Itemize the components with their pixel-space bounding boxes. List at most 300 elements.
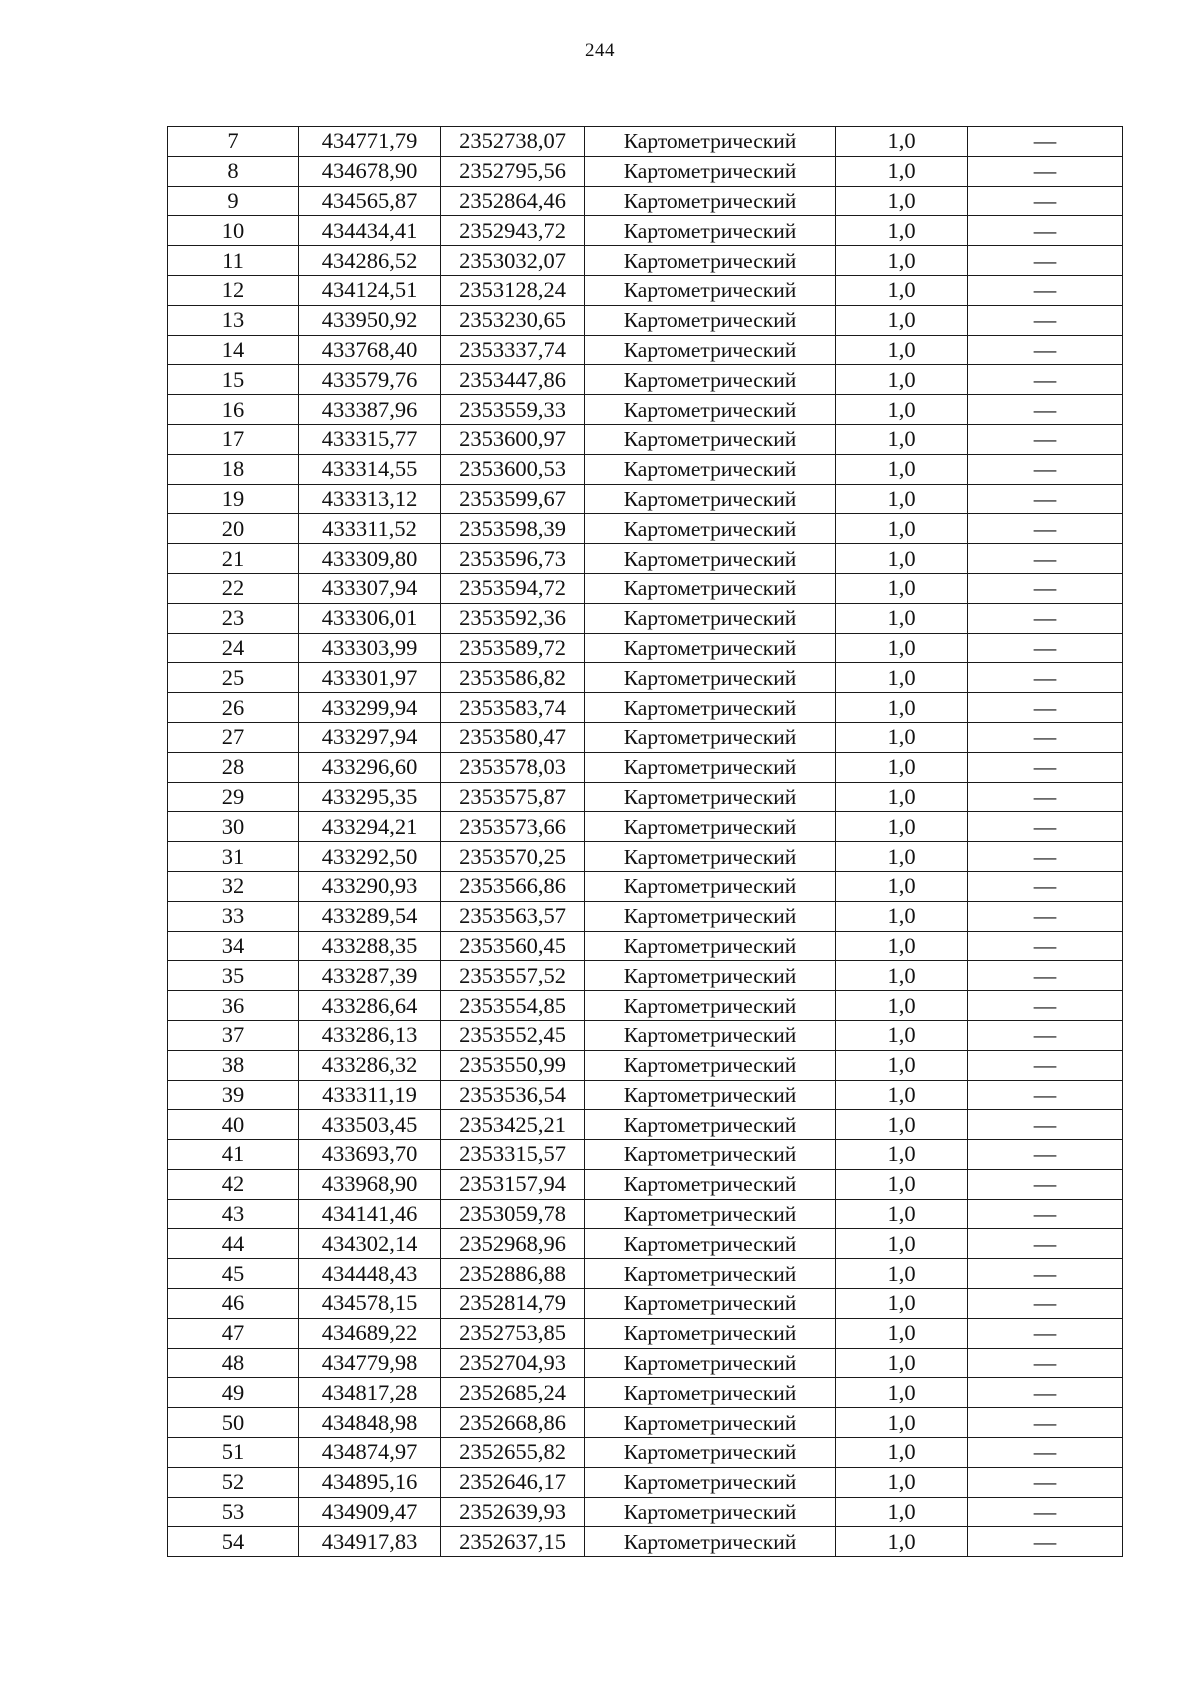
coord-x-cell: 434689,22 xyxy=(299,1318,441,1348)
method-cell: Картометрический xyxy=(585,1020,836,1050)
table-row xyxy=(168,663,1123,693)
coord-x-cell: 433768,40 xyxy=(299,335,441,365)
coord-x-cell: 433297,94 xyxy=(299,722,441,752)
point-number-cell: 53 xyxy=(168,1497,299,1527)
note-cell: — xyxy=(968,1378,1123,1408)
point-number-cell: 9 xyxy=(168,186,299,216)
coord-x-cell: 433309,80 xyxy=(299,544,441,574)
coord-y-cell: 2353337,74 xyxy=(441,335,585,365)
table-row xyxy=(168,1408,1123,1438)
note-cell: — xyxy=(968,782,1123,812)
table-body xyxy=(168,127,1123,1557)
table-row xyxy=(168,901,1123,931)
note-cell: — xyxy=(968,514,1123,544)
point-number-cell: 28 xyxy=(168,752,299,782)
coord-y-cell: 2353573,66 xyxy=(441,812,585,842)
method-cell: Картометрический xyxy=(585,1080,836,1110)
table-row xyxy=(168,961,1123,991)
accuracy-cell: 1,0 xyxy=(836,186,968,216)
note-cell: — xyxy=(968,1050,1123,1080)
point-number-cell: 22 xyxy=(168,573,299,603)
coord-x-cell: 434578,15 xyxy=(299,1289,441,1319)
point-number-cell: 49 xyxy=(168,1378,299,1408)
coord-y-cell: 2353425,21 xyxy=(441,1110,585,1140)
method-cell: Картометрический xyxy=(585,752,836,782)
coord-y-cell: 2352639,93 xyxy=(441,1497,585,1527)
coord-x-cell: 433287,39 xyxy=(299,961,441,991)
method-cell: Картометрический xyxy=(585,365,836,395)
method-cell: Картометрический xyxy=(585,484,836,514)
table-row xyxy=(168,782,1123,812)
table-row xyxy=(168,1497,1123,1527)
accuracy-cell: 1,0 xyxy=(836,1438,968,1468)
coord-y-cell: 2352943,72 xyxy=(441,216,585,246)
method-cell: Картометрический xyxy=(585,1229,836,1259)
coord-y-cell: 2353589,72 xyxy=(441,633,585,663)
note-cell: — xyxy=(968,931,1123,961)
point-number-cell: 25 xyxy=(168,663,299,693)
table-row xyxy=(168,424,1123,454)
coord-x-cell: 433306,01 xyxy=(299,603,441,633)
accuracy-cell: 1,0 xyxy=(836,544,968,574)
point-number-cell: 45 xyxy=(168,1259,299,1289)
coord-y-cell: 2353552,45 xyxy=(441,1020,585,1050)
accuracy-cell: 1,0 xyxy=(836,1169,968,1199)
method-cell: Картометрический xyxy=(585,1259,836,1289)
method-cell: Картометрический xyxy=(585,1378,836,1408)
point-number-cell: 21 xyxy=(168,544,299,574)
coord-y-cell: 2352704,93 xyxy=(441,1348,585,1378)
note-cell: — xyxy=(968,812,1123,842)
coord-y-cell: 2353230,65 xyxy=(441,305,585,335)
accuracy-cell: 1,0 xyxy=(836,1050,968,1080)
accuracy-cell: 1,0 xyxy=(836,812,968,842)
page-number: 244 xyxy=(585,40,615,61)
note-cell: — xyxy=(968,1318,1123,1348)
accuracy-cell: 1,0 xyxy=(836,1259,968,1289)
method-cell: Картометрический xyxy=(585,1050,836,1080)
note-cell: — xyxy=(968,1259,1123,1289)
method-cell: Картометрический xyxy=(585,782,836,812)
coord-y-cell: 2353580,47 xyxy=(441,722,585,752)
point-number-cell: 18 xyxy=(168,454,299,484)
note-cell: — xyxy=(968,693,1123,723)
point-number-cell: 43 xyxy=(168,1199,299,1229)
method-cell: Картометрический xyxy=(585,812,836,842)
method-cell: Картометрический xyxy=(585,305,836,335)
table-row xyxy=(168,1169,1123,1199)
note-cell: — xyxy=(968,1140,1123,1170)
method-cell: Картометрический xyxy=(585,871,836,901)
coord-x-cell: 433693,70 xyxy=(299,1140,441,1170)
accuracy-cell: 1,0 xyxy=(836,1080,968,1110)
accuracy-cell: 1,0 xyxy=(836,1318,968,1348)
note-cell: — xyxy=(968,216,1123,246)
table-row xyxy=(168,1467,1123,1497)
method-cell: Картометрический xyxy=(585,1110,836,1140)
note-cell: — xyxy=(968,484,1123,514)
method-cell: Картометрический xyxy=(585,991,836,1021)
note-cell: — xyxy=(968,1110,1123,1140)
accuracy-cell: 1,0 xyxy=(836,633,968,663)
point-number-cell: 40 xyxy=(168,1110,299,1140)
table-row xyxy=(168,484,1123,514)
method-cell: Картометрический xyxy=(585,1348,836,1378)
coord-y-cell: 2353563,57 xyxy=(441,901,585,931)
accuracy-cell: 1,0 xyxy=(836,1110,968,1140)
method-cell: Картометрический xyxy=(585,544,836,574)
coord-x-cell: 434917,83 xyxy=(299,1527,441,1557)
point-number-cell: 7 xyxy=(168,127,299,157)
point-number-cell: 51 xyxy=(168,1438,299,1468)
method-cell: Картометрический xyxy=(585,1318,836,1348)
coord-x-cell: 433289,54 xyxy=(299,901,441,931)
coord-y-cell: 2353566,86 xyxy=(441,871,585,901)
note-cell: — xyxy=(968,156,1123,186)
table-row xyxy=(168,1259,1123,1289)
coord-y-cell: 2353560,45 xyxy=(441,931,585,961)
coord-x-cell: 433311,52 xyxy=(299,514,441,544)
table-row xyxy=(168,1378,1123,1408)
method-cell: Картометрический xyxy=(585,1467,836,1497)
accuracy-cell: 1,0 xyxy=(836,1527,968,1557)
method-cell: Картометрический xyxy=(585,1140,836,1170)
coord-x-cell: 434124,51 xyxy=(299,275,441,305)
point-number-cell: 46 xyxy=(168,1289,299,1319)
accuracy-cell: 1,0 xyxy=(836,722,968,752)
method-cell: Картометрический xyxy=(585,127,836,157)
table-row xyxy=(168,573,1123,603)
table-row xyxy=(168,722,1123,752)
method-cell: Картометрический xyxy=(585,603,836,633)
accuracy-cell: 1,0 xyxy=(836,424,968,454)
note-cell: — xyxy=(968,961,1123,991)
coord-x-cell: 433290,93 xyxy=(299,871,441,901)
table-row xyxy=(168,1289,1123,1319)
coord-x-cell: 434565,87 xyxy=(299,186,441,216)
coord-x-cell: 433295,35 xyxy=(299,782,441,812)
table-row xyxy=(168,156,1123,186)
accuracy-cell: 1,0 xyxy=(836,127,968,157)
coord-x-cell: 433299,94 xyxy=(299,693,441,723)
note-cell: — xyxy=(968,1199,1123,1229)
method-cell: Картометрический xyxy=(585,1497,836,1527)
table-row xyxy=(168,871,1123,901)
accuracy-cell: 1,0 xyxy=(836,842,968,872)
note-cell: — xyxy=(968,1169,1123,1199)
coord-x-cell: 434434,41 xyxy=(299,216,441,246)
coord-y-cell: 2353554,85 xyxy=(441,991,585,1021)
coord-y-cell: 2352655,82 xyxy=(441,1438,585,1468)
note-cell: — xyxy=(968,1497,1123,1527)
note-cell: — xyxy=(968,842,1123,872)
coord-x-cell: 433292,50 xyxy=(299,842,441,872)
method-cell: Картометрический xyxy=(585,573,836,603)
table-row xyxy=(168,1438,1123,1468)
accuracy-cell: 1,0 xyxy=(836,156,968,186)
coord-x-cell: 434817,28 xyxy=(299,1378,441,1408)
accuracy-cell: 1,0 xyxy=(836,246,968,276)
method-cell: Картометрический xyxy=(585,1199,836,1229)
coord-x-cell: 433314,55 xyxy=(299,454,441,484)
coord-y-cell: 2352814,79 xyxy=(441,1289,585,1319)
coord-y-cell: 2353559,33 xyxy=(441,395,585,425)
accuracy-cell: 1,0 xyxy=(836,901,968,931)
table-row xyxy=(168,1050,1123,1080)
accuracy-cell: 1,0 xyxy=(836,275,968,305)
coord-y-cell: 2353586,82 xyxy=(441,663,585,693)
note-cell: — xyxy=(968,1229,1123,1259)
point-number-cell: 42 xyxy=(168,1169,299,1199)
coord-x-cell: 433307,94 xyxy=(299,573,441,603)
accuracy-cell: 1,0 xyxy=(836,1020,968,1050)
note-cell: — xyxy=(968,1080,1123,1110)
note-cell: — xyxy=(968,305,1123,335)
coord-y-cell: 2353598,39 xyxy=(441,514,585,544)
table-row xyxy=(168,1527,1123,1557)
accuracy-cell: 1,0 xyxy=(836,395,968,425)
method-cell: Картометрический xyxy=(585,335,836,365)
accuracy-cell: 1,0 xyxy=(836,1229,968,1259)
method-cell: Картометрический xyxy=(585,663,836,693)
point-number-cell: 16 xyxy=(168,395,299,425)
coord-y-cell: 2353578,03 xyxy=(441,752,585,782)
accuracy-cell: 1,0 xyxy=(836,1199,968,1229)
coord-y-cell: 2352668,86 xyxy=(441,1408,585,1438)
coord-x-cell: 434302,14 xyxy=(299,1229,441,1259)
accuracy-cell: 1,0 xyxy=(836,1467,968,1497)
coord-x-cell: 433303,99 xyxy=(299,633,441,663)
coord-x-cell: 433968,90 xyxy=(299,1169,441,1199)
coord-x-cell: 434779,98 xyxy=(299,1348,441,1378)
coord-y-cell: 2353032,07 xyxy=(441,246,585,276)
note-cell: — xyxy=(968,573,1123,603)
coord-y-cell: 2353596,73 xyxy=(441,544,585,574)
accuracy-cell: 1,0 xyxy=(836,1289,968,1319)
table-row xyxy=(168,1229,1123,1259)
point-number-cell: 29 xyxy=(168,782,299,812)
point-number-cell: 14 xyxy=(168,335,299,365)
coord-y-cell: 2353447,86 xyxy=(441,365,585,395)
note-cell: — xyxy=(968,246,1123,276)
table-row xyxy=(168,693,1123,723)
coord-y-cell: 2353059,78 xyxy=(441,1199,585,1229)
coord-y-cell: 2352886,88 xyxy=(441,1259,585,1289)
coord-y-cell: 2352795,56 xyxy=(441,156,585,186)
note-cell: — xyxy=(968,275,1123,305)
note-cell: — xyxy=(968,1438,1123,1468)
accuracy-cell: 1,0 xyxy=(836,871,968,901)
note-cell: — xyxy=(968,901,1123,931)
accuracy-cell: 1,0 xyxy=(836,752,968,782)
accuracy-cell: 1,0 xyxy=(836,454,968,484)
coord-y-cell: 2352753,85 xyxy=(441,1318,585,1348)
note-cell: — xyxy=(968,603,1123,633)
note-cell: — xyxy=(968,424,1123,454)
point-number-cell: 35 xyxy=(168,961,299,991)
coord-x-cell: 434448,43 xyxy=(299,1259,441,1289)
point-number-cell: 17 xyxy=(168,424,299,454)
table-row xyxy=(168,216,1123,246)
note-cell: — xyxy=(968,335,1123,365)
point-number-cell: 10 xyxy=(168,216,299,246)
method-cell: Картометрический xyxy=(585,1289,836,1319)
table-row xyxy=(168,633,1123,663)
point-number-cell: 54 xyxy=(168,1527,299,1557)
accuracy-cell: 1,0 xyxy=(836,1140,968,1170)
point-number-cell: 44 xyxy=(168,1229,299,1259)
table-row xyxy=(168,514,1123,544)
coord-y-cell: 2353599,67 xyxy=(441,484,585,514)
method-cell: Картометрический xyxy=(585,961,836,991)
accuracy-cell: 1,0 xyxy=(836,782,968,812)
accuracy-cell: 1,0 xyxy=(836,484,968,514)
coord-x-cell: 434141,46 xyxy=(299,1199,441,1229)
accuracy-cell: 1,0 xyxy=(836,1378,968,1408)
coord-x-cell: 433286,13 xyxy=(299,1020,441,1050)
coord-x-cell: 434771,79 xyxy=(299,127,441,157)
method-cell: Картометрический xyxy=(585,216,836,246)
table-row xyxy=(168,395,1123,425)
table-row xyxy=(168,544,1123,574)
table-row xyxy=(168,127,1123,157)
coord-x-cell: 434848,98 xyxy=(299,1408,441,1438)
note-cell: — xyxy=(968,454,1123,484)
coord-y-cell: 2353592,36 xyxy=(441,603,585,633)
table-row xyxy=(168,186,1123,216)
point-number-cell: 12 xyxy=(168,275,299,305)
point-number-cell: 27 xyxy=(168,722,299,752)
coord-x-cell: 433315,77 xyxy=(299,424,441,454)
point-number-cell: 48 xyxy=(168,1348,299,1378)
coord-x-cell: 433286,64 xyxy=(299,991,441,1021)
coord-y-cell: 2353600,53 xyxy=(441,454,585,484)
method-cell: Картометрический xyxy=(585,275,836,305)
table-row xyxy=(168,335,1123,365)
table-row xyxy=(168,1199,1123,1229)
method-cell: Картометрический xyxy=(585,246,836,276)
note-cell: — xyxy=(968,1467,1123,1497)
coord-x-cell: 433579,76 xyxy=(299,365,441,395)
coord-y-cell: 2352738,07 xyxy=(441,127,585,157)
method-cell: Картометрический xyxy=(585,1527,836,1557)
coord-y-cell: 2353557,52 xyxy=(441,961,585,991)
note-cell: — xyxy=(968,1348,1123,1378)
note-cell: — xyxy=(968,365,1123,395)
coord-x-cell: 434678,90 xyxy=(299,156,441,186)
note-cell: — xyxy=(968,752,1123,782)
coord-y-cell: 2352685,24 xyxy=(441,1378,585,1408)
accuracy-cell: 1,0 xyxy=(836,573,968,603)
coord-x-cell: 433294,21 xyxy=(299,812,441,842)
point-number-cell: 8 xyxy=(168,156,299,186)
accuracy-cell: 1,0 xyxy=(836,991,968,1021)
coord-x-cell: 434895,16 xyxy=(299,1467,441,1497)
coord-y-cell: 2352968,96 xyxy=(441,1229,585,1259)
table-row xyxy=(168,991,1123,1021)
point-number-cell: 36 xyxy=(168,991,299,1021)
table-row xyxy=(168,1110,1123,1140)
coord-y-cell: 2353575,87 xyxy=(441,782,585,812)
coordinates-table xyxy=(167,126,1123,1557)
table-row xyxy=(168,1318,1123,1348)
coord-x-cell: 433286,32 xyxy=(299,1050,441,1080)
point-number-cell: 33 xyxy=(168,901,299,931)
coord-y-cell: 2353570,25 xyxy=(441,842,585,872)
coord-x-cell: 433950,92 xyxy=(299,305,441,335)
table-row xyxy=(168,812,1123,842)
accuracy-cell: 1,0 xyxy=(836,693,968,723)
note-cell: — xyxy=(968,127,1123,157)
table-row xyxy=(168,842,1123,872)
accuracy-cell: 1,0 xyxy=(836,1348,968,1378)
table-row xyxy=(168,305,1123,335)
point-number-cell: 19 xyxy=(168,484,299,514)
note-cell: — xyxy=(968,722,1123,752)
point-number-cell: 11 xyxy=(168,246,299,276)
note-cell: — xyxy=(968,991,1123,1021)
accuracy-cell: 1,0 xyxy=(836,931,968,961)
method-cell: Картометрический xyxy=(585,454,836,484)
note-cell: — xyxy=(968,395,1123,425)
coord-y-cell: 2353583,74 xyxy=(441,693,585,723)
note-cell: — xyxy=(968,1020,1123,1050)
accuracy-cell: 1,0 xyxy=(836,216,968,246)
note-cell: — xyxy=(968,1527,1123,1557)
accuracy-cell: 1,0 xyxy=(836,1408,968,1438)
coord-y-cell: 2353550,99 xyxy=(441,1050,585,1080)
point-number-cell: 37 xyxy=(168,1020,299,1050)
point-number-cell: 24 xyxy=(168,633,299,663)
method-cell: Картометрический xyxy=(585,424,836,454)
method-cell: Картометрический xyxy=(585,693,836,723)
coord-x-cell: 433301,97 xyxy=(299,663,441,693)
table-row xyxy=(168,1140,1123,1170)
accuracy-cell: 1,0 xyxy=(836,663,968,693)
point-number-cell: 38 xyxy=(168,1050,299,1080)
point-number-cell: 32 xyxy=(168,871,299,901)
point-number-cell: 23 xyxy=(168,603,299,633)
coord-y-cell: 2353594,72 xyxy=(441,573,585,603)
accuracy-cell: 1,0 xyxy=(836,603,968,633)
note-cell: — xyxy=(968,633,1123,663)
table-row xyxy=(168,931,1123,961)
accuracy-cell: 1,0 xyxy=(836,335,968,365)
method-cell: Картометрический xyxy=(585,1408,836,1438)
method-cell: Картометрический xyxy=(585,1438,836,1468)
accuracy-cell: 1,0 xyxy=(836,365,968,395)
point-number-cell: 26 xyxy=(168,693,299,723)
coord-x-cell: 433503,45 xyxy=(299,1110,441,1140)
note-cell: — xyxy=(968,1289,1123,1319)
point-number-cell: 39 xyxy=(168,1080,299,1110)
point-number-cell: 47 xyxy=(168,1318,299,1348)
point-number-cell: 31 xyxy=(168,842,299,872)
coord-y-cell: 2353128,24 xyxy=(441,275,585,305)
note-cell: — xyxy=(968,544,1123,574)
method-cell: Картометрический xyxy=(585,186,836,216)
method-cell: Картометрический xyxy=(585,514,836,544)
table-row xyxy=(168,275,1123,305)
coord-x-cell: 434909,47 xyxy=(299,1497,441,1527)
coord-y-cell: 2352646,17 xyxy=(441,1467,585,1497)
table-row xyxy=(168,1348,1123,1378)
point-number-cell: 50 xyxy=(168,1408,299,1438)
point-number-cell: 20 xyxy=(168,514,299,544)
coord-x-cell: 433311,19 xyxy=(299,1080,441,1110)
coord-x-cell: 434874,97 xyxy=(299,1438,441,1468)
point-number-cell: 30 xyxy=(168,812,299,842)
